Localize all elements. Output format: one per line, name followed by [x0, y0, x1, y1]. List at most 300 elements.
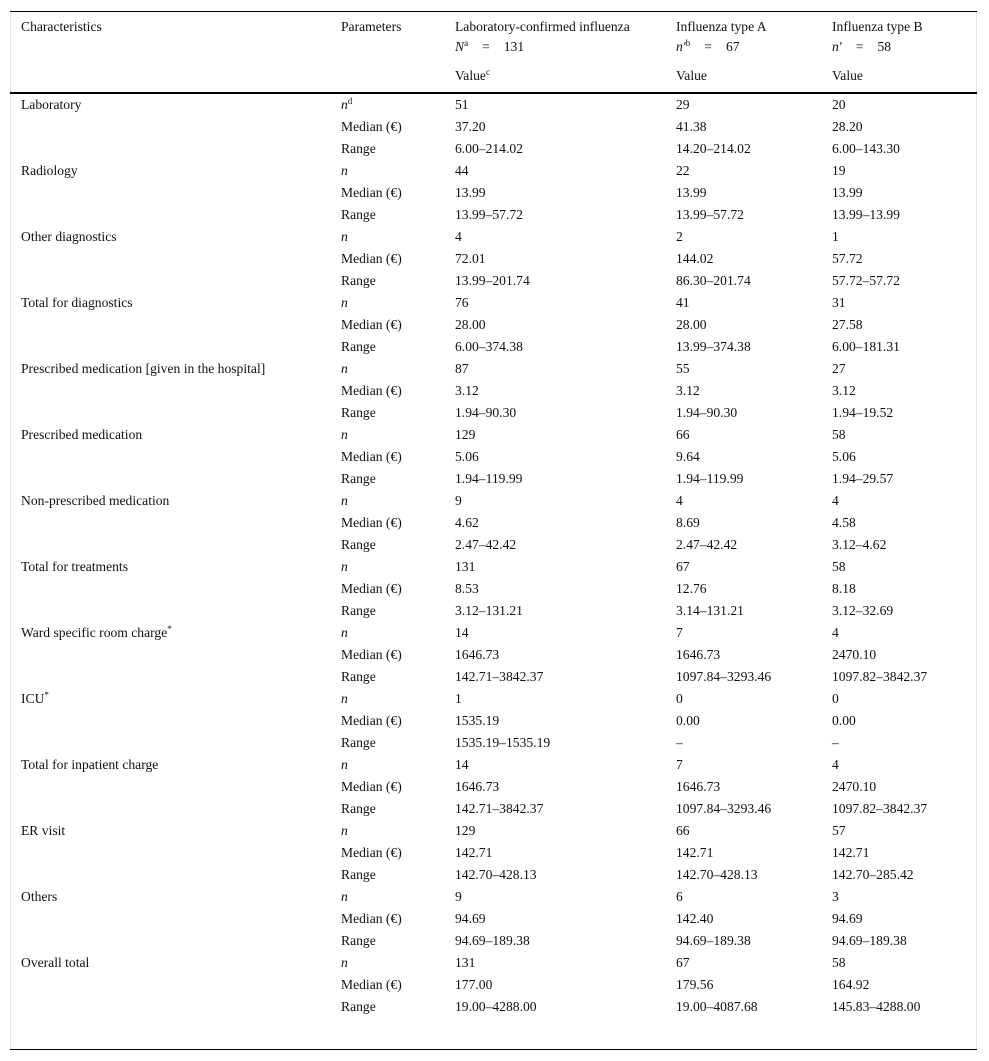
value-type-a: 67 [676, 955, 690, 970]
parameter-label: Range [341, 405, 376, 420]
table-row [0, 424, 989, 446]
parameter-label: n [341, 823, 348, 838]
row-parameter [341, 644, 402, 666]
table-row [0, 446, 989, 468]
row-parameter [341, 578, 402, 600]
table-row [0, 380, 989, 402]
row-parameter [341, 204, 376, 226]
value-lab-confirmed: 6.00–214.02 [455, 141, 523, 156]
value-lab-confirmed: 72.01 [455, 251, 486, 266]
value-lab-confirmed: 1.94–119.99 [455, 471, 523, 486]
value-lab-confirmed: 129 [455, 823, 476, 838]
value-type-a: 29 [676, 97, 690, 112]
row-parameter [341, 424, 348, 446]
table-row [0, 754, 989, 776]
value-type-b: 4 [832, 493, 839, 508]
value-type-a: 13.99–57.72 [676, 207, 744, 222]
row-parameter [341, 358, 348, 380]
parameter-label: Median (€) [341, 713, 402, 728]
table-row [0, 974, 989, 996]
table-row [0, 94, 989, 116]
parameter-label: Median (€) [341, 779, 402, 794]
row-parameter [341, 248, 402, 270]
value-type-b: 142.71 [832, 845, 870, 860]
row-parameter [341, 138, 376, 160]
value-type-a: 41.38 [676, 119, 707, 134]
characteristic-label: Others [21, 889, 58, 904]
n-symbol: N [455, 39, 465, 54]
footnote-marker: a [464, 38, 469, 48]
row-parameter [341, 512, 402, 534]
row-parameter [341, 974, 402, 996]
footnote-marker: d [347, 96, 353, 106]
row-parameter [341, 468, 376, 490]
table-row [0, 952, 989, 974]
header-type-b-n [832, 37, 891, 57]
row-parameter [341, 226, 348, 248]
table-row [0, 402, 989, 424]
parameter-label: n [341, 559, 348, 574]
table-row [0, 600, 989, 622]
parameter-label: Range [341, 999, 376, 1014]
value-type-b: 27 [832, 361, 846, 376]
value-type-b: 142.70–285.42 [832, 867, 914, 882]
row-characteristic [21, 94, 81, 116]
table-row [0, 732, 989, 754]
value-type-a: 41 [676, 295, 690, 310]
table-row [0, 842, 989, 864]
value-type-a: 28.00 [676, 317, 707, 332]
header-lab-confirmed-title: Laboratory-confirmed influenza [455, 19, 630, 34]
characteristic-label: Prescribed medication [21, 427, 143, 442]
value-lab-confirmed: 1535.19–1535.19 [455, 735, 551, 750]
row-characteristic [21, 160, 78, 182]
row-parameter [341, 270, 376, 292]
value-lab-confirmed: 9 [455, 493, 462, 508]
value-type-a: 3.14–131.21 [676, 603, 744, 618]
table-row [0, 820, 989, 842]
header-value-label: Value [832, 68, 863, 83]
parameter-label: Median (€) [341, 449, 402, 464]
row-characteristic [21, 622, 172, 644]
row-parameter [341, 116, 402, 138]
value-lab-confirmed: 3.12–131.21 [455, 603, 523, 618]
row-parameter [341, 886, 348, 908]
table-row [0, 666, 989, 688]
value-type-b: 58 [832, 427, 846, 442]
characteristic-label: Prescribed medication [given in the hospital] [21, 361, 266, 376]
equals-sign: = [482, 39, 490, 54]
value-type-b: 1 [832, 229, 839, 244]
value-type-a: – [676, 735, 683, 750]
value-lab-confirmed: 142.70–428.13 [455, 867, 537, 882]
row-characteristic [21, 226, 117, 248]
parameter-label: n [341, 361, 348, 376]
value-type-b: 4 [832, 625, 839, 640]
value-type-b: – [832, 735, 839, 750]
value-type-a: 8.69 [676, 515, 700, 530]
header-type-a-title: Influenza type A [676, 19, 767, 34]
footnote-marker: c [485, 67, 490, 77]
value-lab-confirmed: 9 [455, 889, 462, 904]
value-type-b: 3.12 [832, 383, 856, 398]
value-type-a: 179.56 [676, 977, 714, 992]
value-type-b: 0.00 [832, 713, 856, 728]
value-type-b: 13.99–13.99 [832, 207, 900, 222]
table-row [0, 930, 989, 952]
value-type-a: 7 [676, 625, 683, 640]
row-parameter [341, 688, 348, 710]
value-type-a: 55 [676, 361, 690, 376]
parameter-label: Range [341, 603, 376, 618]
value-type-a: 1.94–119.99 [676, 471, 744, 486]
value-lab-confirmed: 177.00 [455, 977, 493, 992]
table-row [0, 336, 989, 358]
value-type-a: 22 [676, 163, 690, 178]
parameter-label: Range [341, 339, 376, 354]
value-type-b: 94.69–189.38 [832, 933, 907, 948]
characteristic-label: Other diagnostics [21, 229, 117, 244]
header-lab-confirmed-n [455, 37, 524, 57]
value-lab-confirmed: 4.62 [455, 515, 479, 530]
value-type-b: 58 [832, 559, 846, 574]
parameter-label: Range [341, 207, 376, 222]
equals-sign: = [855, 39, 864, 54]
value-type-a: 142.71 [676, 845, 714, 860]
value-lab-confirmed: 131 [455, 559, 476, 574]
value-type-a: 13.99–374.38 [676, 339, 751, 354]
value-type-a: 7 [676, 757, 683, 772]
table-row [0, 292, 989, 314]
parameter-label: n [341, 955, 348, 970]
value-lab-confirmed: 1.94–90.30 [455, 405, 517, 420]
table-row [0, 886, 989, 908]
header-characteristics: Characteristics [21, 19, 102, 34]
row-parameter [341, 952, 348, 974]
value-type-b: 28.20 [832, 119, 863, 134]
value-label: Value [455, 68, 486, 83]
n-value: 58 [877, 39, 892, 54]
row-parameter [341, 182, 402, 204]
header-type-a-n [676, 37, 740, 57]
value-lab-confirmed: 13.99–201.74 [455, 273, 530, 288]
n-value: 67 [725, 39, 740, 54]
value-type-a: 3.12 [676, 383, 700, 398]
parameter-label: Range [341, 471, 376, 486]
parameter-label: Median (€) [341, 977, 402, 992]
row-parameter [341, 710, 402, 732]
table-row [0, 512, 989, 534]
header-value-label: Value [676, 68, 707, 83]
n-value: 131 [503, 39, 525, 54]
value-type-a: 1097.84–3293.46 [676, 669, 772, 684]
parameter-label: n [341, 625, 348, 640]
value-lab-confirmed: 28.00 [455, 317, 486, 332]
parameter-label: Median (€) [341, 515, 402, 530]
footnote-marker: b [685, 38, 691, 48]
parameter-label: Median (€) [341, 581, 402, 596]
value-type-b: 145.83–4288.00 [832, 999, 921, 1014]
value-lab-confirmed: 19.00–4288.00 [455, 999, 537, 1014]
row-parameter [341, 490, 348, 512]
value-lab-confirmed: 13.99 [455, 185, 486, 200]
table-row [0, 160, 989, 182]
row-characteristic [21, 754, 158, 776]
table-row [0, 798, 989, 820]
value-lab-confirmed: 1646.73 [455, 779, 500, 794]
value-lab-confirmed: 44 [455, 163, 469, 178]
characteristic-label: Laboratory [21, 97, 82, 112]
table-row [0, 358, 989, 380]
value-type-b: 8.18 [832, 581, 856, 596]
table-bottom-rule [10, 1049, 977, 1050]
value-type-b: 3.12–4.62 [832, 537, 887, 552]
table-row [0, 314, 989, 336]
value-type-a: 94.69–189.38 [676, 933, 751, 948]
value-type-b: 3.12–32.69 [832, 603, 894, 618]
row-parameter [341, 336, 376, 358]
value-type-a: 1.94–90.30 [676, 405, 738, 420]
row-characteristic [21, 358, 265, 380]
value-lab-confirmed: 129 [455, 427, 476, 442]
table-row [0, 776, 989, 798]
parameter-label: Median (€) [341, 317, 402, 332]
value-lab-confirmed: 3.12 [455, 383, 479, 398]
parameter-label: Median (€) [341, 845, 402, 860]
table-row [0, 864, 989, 886]
parameter-label: Median (€) [341, 383, 402, 398]
parameter-label: Median (€) [341, 119, 402, 134]
value-type-b: 6.00–181.31 [832, 339, 900, 354]
value-lab-confirmed: 14 [455, 625, 469, 640]
characteristic-label: Radiology [21, 163, 78, 178]
value-lab-confirmed: 1 [455, 691, 462, 706]
value-type-b: 1.94–19.52 [832, 405, 894, 420]
parameter-label: n [341, 97, 348, 112]
table-row [0, 270, 989, 292]
row-parameter [341, 94, 352, 116]
parameter-label: Range [341, 669, 376, 684]
characteristic-label: Total for inpatient charge [21, 757, 159, 772]
value-lab-confirmed: 8.53 [455, 581, 479, 596]
value-lab-confirmed: 94.69 [455, 911, 486, 926]
value-lab-confirmed: 1535.19 [455, 713, 500, 728]
row-parameter [341, 666, 376, 688]
value-type-b: 94.69 [832, 911, 863, 926]
table-row [0, 534, 989, 556]
row-parameter [341, 600, 376, 622]
value-lab-confirmed: 5.06 [455, 449, 479, 464]
value-type-a: 9.64 [676, 449, 700, 464]
value-type-b: 13.99 [832, 185, 863, 200]
value-type-b: 57.72 [832, 251, 863, 266]
value-type-a: 1097.84–3293.46 [676, 801, 772, 816]
table-row [0, 248, 989, 270]
value-lab-confirmed: 94.69–189.38 [455, 933, 530, 948]
parameter-label: Range [341, 801, 376, 816]
parameter-label: n [341, 295, 348, 310]
row-parameter [341, 908, 402, 930]
table-row [0, 996, 989, 1018]
parameter-label: n [341, 493, 348, 508]
value-type-a: 2.47–42.42 [676, 537, 738, 552]
characteristic-label: Non-prescribed medication [21, 493, 170, 508]
value-lab-confirmed: 6.00–374.38 [455, 339, 523, 354]
value-lab-confirmed: 87 [455, 361, 469, 376]
row-characteristic [21, 952, 89, 974]
row-characteristic [21, 556, 128, 578]
value-type-b: 19 [832, 163, 846, 178]
table-row [0, 578, 989, 600]
value-type-b: 0 [832, 691, 839, 706]
row-parameter [341, 842, 402, 864]
parameter-label: n [341, 889, 348, 904]
characteristic-label: Total for treatments [21, 559, 129, 574]
n-symbol: n′ [832, 39, 842, 54]
value-lab-confirmed: 1646.73 [455, 647, 500, 662]
value-type-b: 27.58 [832, 317, 863, 332]
parameter-label: Range [341, 537, 376, 552]
parameter-label: n [341, 427, 348, 442]
characteristic-label: Total for diagnostics [21, 295, 133, 310]
value-type-a: 142.40 [676, 911, 714, 926]
value-type-b: 164.92 [832, 977, 870, 992]
parameter-label: Range [341, 273, 376, 288]
value-type-b: 2470.10 [832, 779, 877, 794]
row-parameter [341, 314, 402, 336]
value-type-a: 0 [676, 691, 683, 706]
row-parameter [341, 930, 376, 952]
value-lab-confirmed: 2.47–42.42 [455, 537, 517, 552]
table-row [0, 204, 989, 226]
value-lab-confirmed: 142.71–3842.37 [455, 669, 544, 684]
row-characteristic [21, 424, 142, 446]
characteristic-label: ER visit [21, 823, 66, 838]
row-parameter [341, 292, 348, 314]
value-type-a: 6 [676, 889, 683, 904]
table-top-rule [10, 11, 977, 12]
value-type-a: 13.99 [676, 185, 707, 200]
row-parameter [341, 446, 402, 468]
parameter-label: Median (€) [341, 911, 402, 926]
value-lab-confirmed: 37.20 [455, 119, 486, 134]
table-row [0, 644, 989, 666]
header-parameters: Parameters [341, 19, 402, 34]
equals-sign: = [704, 39, 712, 54]
row-parameter [341, 160, 348, 182]
value-type-a: 14.20–214.02 [676, 141, 751, 156]
value-type-a: 144.02 [676, 251, 714, 266]
parameter-label: Range [341, 735, 376, 750]
value-type-b: 5.06 [832, 449, 856, 464]
parameter-label: n [341, 163, 348, 178]
characteristic-label: ICU [21, 691, 45, 706]
header-type-b-title: Influenza type B [832, 19, 923, 34]
row-parameter [341, 556, 348, 578]
value-type-b: 58 [832, 955, 846, 970]
row-parameter [341, 732, 376, 754]
value-lab-confirmed: 131 [455, 955, 476, 970]
value-type-a: 67 [676, 559, 690, 574]
value-lab-confirmed: 13.99–57.72 [455, 207, 523, 222]
table-row [0, 556, 989, 578]
parameter-label: Range [341, 933, 376, 948]
row-parameter [341, 798, 376, 820]
characteristic-label: Ward specific room charge [21, 625, 168, 640]
table-row [0, 226, 989, 248]
row-characteristic [21, 490, 169, 512]
table-row [0, 688, 989, 710]
table-row [0, 468, 989, 490]
footnote-marker: * [167, 624, 172, 634]
value-type-a: 66 [676, 427, 690, 442]
value-type-a: 66 [676, 823, 690, 838]
value-lab-confirmed: 14 [455, 757, 469, 772]
row-characteristic [21, 820, 65, 842]
value-type-a: 1646.73 [676, 647, 721, 662]
row-parameter [341, 820, 348, 842]
value-type-a: 2 [676, 229, 683, 244]
value-type-a: 142.70–428.13 [676, 867, 758, 882]
value-type-b: 31 [832, 295, 846, 310]
row-parameter [341, 534, 376, 556]
value-lab-confirmed: 142.71–3842.37 [455, 801, 544, 816]
value-type-b: 2470.10 [832, 647, 877, 662]
value-type-a: 0.00 [676, 713, 700, 728]
value-lab-confirmed: 4 [455, 229, 462, 244]
value-type-a: 86.30–201.74 [676, 273, 751, 288]
value-type-a: 1646.73 [676, 779, 721, 794]
table-row [0, 710, 989, 732]
parameter-label: n [341, 757, 348, 772]
value-type-b: 6.00–143.30 [832, 141, 900, 156]
value-type-b: 1097.82–3842.37 [832, 801, 928, 816]
parameter-label: n [341, 691, 348, 706]
value-type-b: 4.58 [832, 515, 856, 530]
table-row [0, 490, 989, 512]
value-type-a: 4 [676, 493, 683, 508]
row-characteristic [21, 292, 133, 314]
table-row [0, 622, 989, 644]
value-lab-confirmed: 51 [455, 97, 469, 112]
row-parameter [341, 996, 376, 1018]
parameter-label: Range [341, 867, 376, 882]
value-type-b: 57.72–57.72 [832, 273, 900, 288]
row-parameter [341, 776, 402, 798]
footnote-marker: * [44, 690, 49, 700]
row-characteristic [21, 688, 49, 710]
table-row [0, 908, 989, 930]
row-parameter [341, 622, 348, 644]
table-row [0, 138, 989, 160]
value-type-b: 1097.82–3842.37 [832, 669, 928, 684]
value-type-b: 1.94–29.57 [832, 471, 894, 486]
parameter-label: Median (€) [341, 185, 402, 200]
parameter-label: Median (€) [341, 647, 402, 662]
value-type-b: 20 [832, 97, 846, 112]
row-parameter [341, 864, 376, 886]
value-type-a: 12.76 [676, 581, 707, 596]
row-parameter [341, 754, 348, 776]
characteristic-label: Overall total [21, 955, 90, 970]
value-type-b: 57 [832, 823, 846, 838]
value-type-b: 3 [832, 889, 839, 904]
parameter-label: n [341, 229, 348, 244]
table-row [0, 182, 989, 204]
row-parameter [341, 380, 402, 402]
row-parameter [341, 402, 376, 424]
value-lab-confirmed: 142.71 [455, 845, 493, 860]
